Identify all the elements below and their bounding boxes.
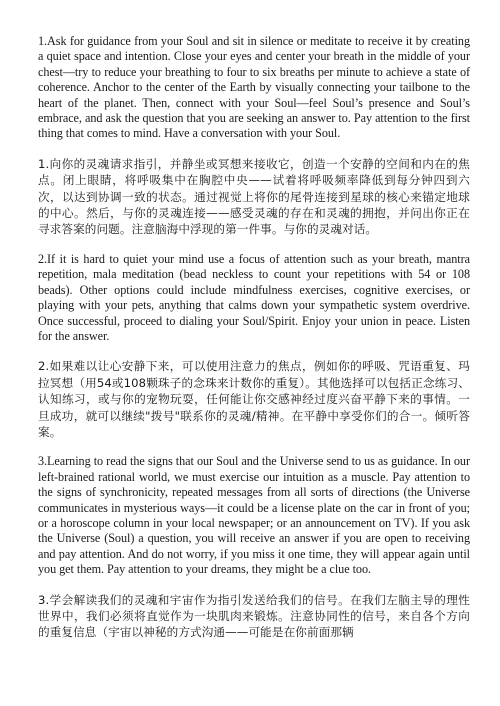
paragraph-3-english: 3.Learning to read the signs that our Soul and the Universe send to us as guidance. In our left-brained rational world, we must exercise our intuition as a muscle. Pay attention to the signs of synchronicity, repeated messages from all sorts of directions (the Universe communicates in mysterious ways—it could be a license plate on the car in front of you; or a horoscope column in your local newspaper; or an announcement on TV). If you ask the Universe (Soul) a question, you will receive an answer if you are open to receiving and pay attention. And do not worry, if you miss it one time, they will appear again until you get them. Pay attention to your dreams, they might be a clue too. (38, 454, 470, 577)
paragraph-3-chinese: 3.学会解读我们的灵魂和宇宙作为指引发送给我们的信号。在我们左脑主导的理性世界中，我们必须将直觉作为一块肌肉来锻炼。注意协同性的信号，来自各个方向的重复信息（宇宙以神秘的方式沟通——可能是在你前面那辆 (38, 592, 470, 640)
paragraph-2-english: 2.If it is hard to quiet your mind use a focus of attention such as your breath, mantra repetition, mala meditation (bead neckless to count your repetitions with 54 or 108 beads). Other options could include mindfulness exercises, cognitive exercises, or playing with your pets, anything that calms down your sympathetic system overdrive. Once successful, proceed to dialing your Soul/Spirit. Enjoy your union in peace. Listen for the answer. (38, 251, 470, 343)
paragraph-1-chinese: 1.向你的灵魂请求指引，并静坐或冥想来接收它，创造一个安静的空间和内在的焦点。闭上眼睛，将呼吸集中在胸腔中央——试着将呼吸频率降低到每分钟四到六次，以达到协调一致的状态。通过视觉上将你的尾骨连接到星球的核心来锚定地球的中心。然后，与你的灵魂连接——感受灵魂的存在和灵魂的拥抱，并问出你正在寻求答案的问题。注意脑海中浮现的第一件事。与你的灵魂对话。 (38, 156, 470, 237)
paragraph-1-english: 1.Ask for guidance from your Soul and sit in silence or meditate to receive it by creating a quiet space and intention. Close your eyes and center your breath in the middle of your chest—try to reduce your breathing to four to six breaths per minute to achieve a state of coherence. Anchor to the center of the Earth by visually connecting your tailbone to the heart of the planet. Then, connect with your Soul—feel Soul’s presence and Soul’s embrace, and ask the question that you are seeking an answer to. Pay attention to the first thing that comes to mind. Have a conversation with your Soul. (38, 34, 470, 141)
paragraph-2-chinese: 2.如果难以让心安静下来，可以使用注意力的焦点，例如你的呼吸、咒语重复、玛拉冥想（用54或108颗珠子的念珠来计数你的重复）。其他选择可以包括正念练习、认知练习，或与你的宠物玩耍，任何能让你交感神经过度兴奋平静下来的事情。一旦成功，就可以继续"拨号"联系你的灵魂/精神。在平静中享受你们的合一。倾听答案。 (38, 359, 470, 439)
